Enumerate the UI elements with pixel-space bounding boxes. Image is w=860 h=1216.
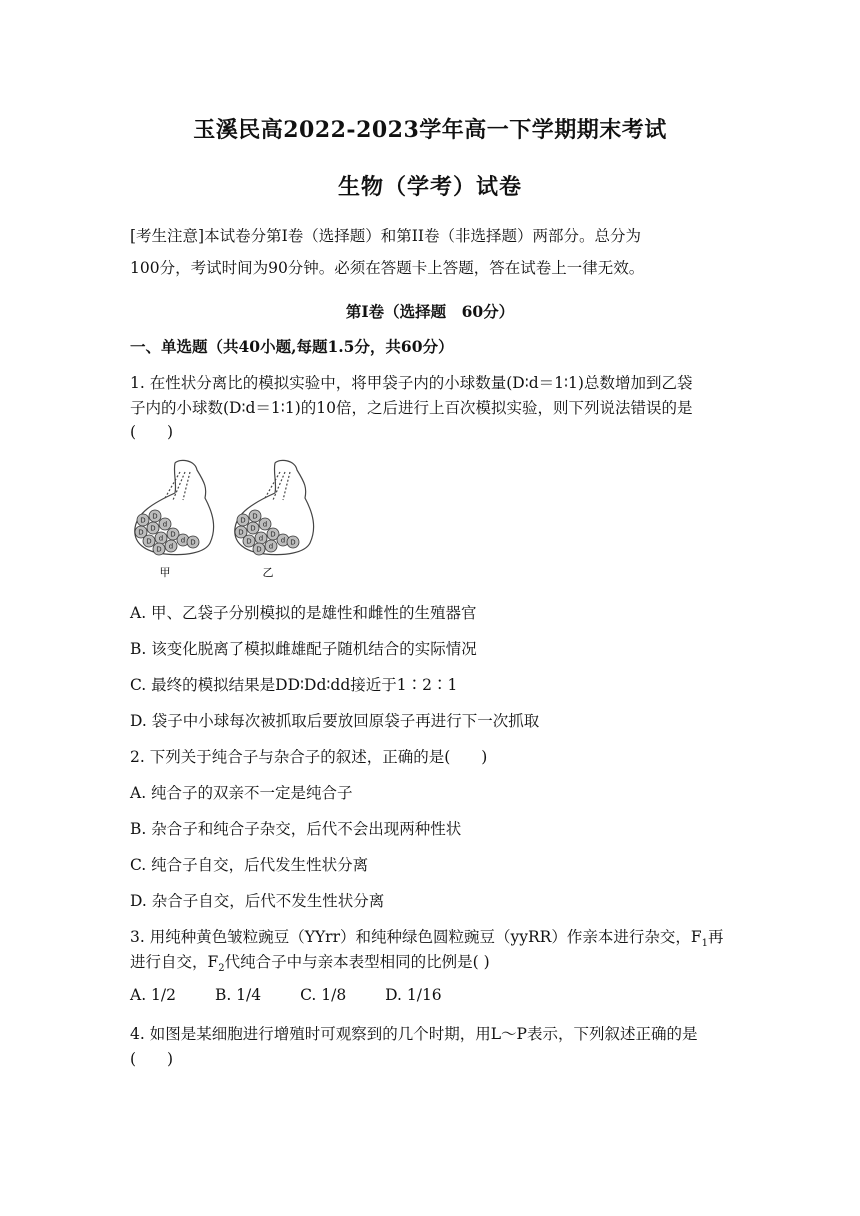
ball-label-d: d bbox=[162, 520, 168, 529]
q2-option-a: A. 纯合子的双亲不一定是纯合子 bbox=[130, 784, 353, 802]
ball-label-D: D bbox=[156, 545, 162, 554]
ball-label-d: d bbox=[262, 520, 268, 529]
q3-stem-line-1 bbox=[130, 925, 740, 949]
ball-label-D: D bbox=[246, 537, 252, 546]
q4-stem-line-2: ( ) bbox=[130, 1050, 174, 1068]
section-title: 第Ⅰ卷（选择题 60分） bbox=[345, 302, 515, 321]
notice-line-2: 100分，考试时间为90分钟。必须在答题卡上答题，答在试卷上一律无效。 bbox=[130, 259, 645, 277]
q3-option-b: B. 1/4 bbox=[214, 986, 262, 1004]
ball-label-D: D bbox=[240, 516, 246, 525]
ball-label-D: D bbox=[190, 538, 196, 547]
q1-option-a: A. 甲、乙袋子分别模拟的是雄性和雌性的生殖器官 bbox=[130, 604, 477, 622]
q3-line2-sub: 2 bbox=[218, 963, 225, 975]
fig-label-jia: 甲 bbox=[159, 566, 171, 579]
ball-label-d: d bbox=[180, 536, 186, 545]
ball-label-D: D bbox=[146, 537, 152, 546]
q2-option-d: D. 杂合子自交，后代不发生性状分离 bbox=[130, 892, 385, 910]
q1-stem-line-1: 1. 在性状分离比的模拟实验中，将甲袋子内的小球数量(D∶d＝1∶1)总数增加到乙袋 bbox=[130, 374, 693, 392]
q3-options bbox=[130, 986, 740, 1004]
ball-label-D: D bbox=[252, 512, 258, 521]
ball-label-d: d bbox=[258, 534, 264, 543]
ball-label-D: D bbox=[270, 530, 276, 539]
q3-line1-tail: 再 bbox=[708, 928, 724, 946]
q3-stem-line-2 bbox=[130, 950, 740, 974]
ball-label-D: D bbox=[152, 512, 158, 521]
q3-option-a: A. 1/2 bbox=[130, 986, 176, 1004]
q1-option-d: D. 袋子中小球每次被抓取后要放回原袋子再进行下一次抓取 bbox=[130, 712, 540, 730]
ball-label-D: D bbox=[138, 528, 144, 537]
ball-label-D: D bbox=[150, 524, 156, 533]
q1-bags-figure bbox=[125, 458, 325, 588]
exam-subtitle: 生物（学考）试卷 bbox=[337, 174, 522, 200]
q3-line1-text: 3. 用纯种黄色皱粒豌豆（YYrr）和纯种绿色圆粒豌豆（yyRR）作亲本进行杂交，F bbox=[130, 928, 702, 946]
exam-title: 玉溪民高2022-2023学年高一下学期期末考试 bbox=[193, 117, 667, 143]
q2-stem: 2. 下列关于纯合子与杂合子的叙述，正确的是( ) bbox=[130, 748, 488, 766]
ball-label-D: D bbox=[170, 530, 176, 539]
q2-option-c: C. 纯合子自交，后代发生性状分离 bbox=[130, 856, 369, 874]
q1-option-c: C. 最终的模拟结果是DD∶Dd∶dd接近于1∶2∶1 bbox=[130, 676, 458, 694]
q1-stem-line-2: 子内的小球数(D∶d＝1∶1)的10倍，之后进行上百次模拟实验，则下列说法错误的是 bbox=[130, 399, 693, 417]
ball-label-D: D bbox=[290, 538, 296, 547]
ball-label-d: d bbox=[268, 542, 274, 551]
q4-stem-line-1: 4. 如图是某细胞进行增殖时可观察到的几个时期，用L～P表示，下列叙述正确的是 bbox=[130, 1025, 698, 1043]
q1-option-b: B. 该变化脱离了模拟雌雄配子随机结合的实际情况 bbox=[130, 640, 477, 658]
ball-label-D: D bbox=[238, 528, 244, 537]
q3-line1-sub: 1 bbox=[701, 938, 708, 950]
ball-label-D: D bbox=[140, 516, 146, 525]
ball-label-d: d bbox=[168, 542, 174, 551]
ball-label-D: D bbox=[250, 524, 256, 533]
q3-option-c: C. 1/8 bbox=[300, 986, 347, 1004]
fig-label-yi: 乙 bbox=[262, 566, 274, 579]
ball-label-d: d bbox=[158, 534, 164, 543]
part-title: 一、单选题（共40小题,每题1.5分，共60分） bbox=[130, 337, 454, 356]
q3-line2-tail: 代纯合子中与亲本表型相同的比例是( ) bbox=[224, 953, 490, 971]
q1-stem-line-3: ( ) bbox=[130, 423, 174, 441]
q2-option-b: B. 杂合子和纯合子杂交，后代不会出现两种性状 bbox=[130, 820, 462, 838]
notice-line-1: [考生注意]本试卷分第Ⅰ卷（选择题）和第ⅠⅠ卷（非选择题）两部分。总分为 bbox=[130, 227, 641, 245]
ball-label-d: d bbox=[280, 536, 286, 545]
q3-option-d: D. 1/16 bbox=[385, 986, 442, 1004]
ball-label-D: D bbox=[256, 545, 262, 554]
q3-line2-text: 进行自交，F bbox=[130, 953, 219, 971]
